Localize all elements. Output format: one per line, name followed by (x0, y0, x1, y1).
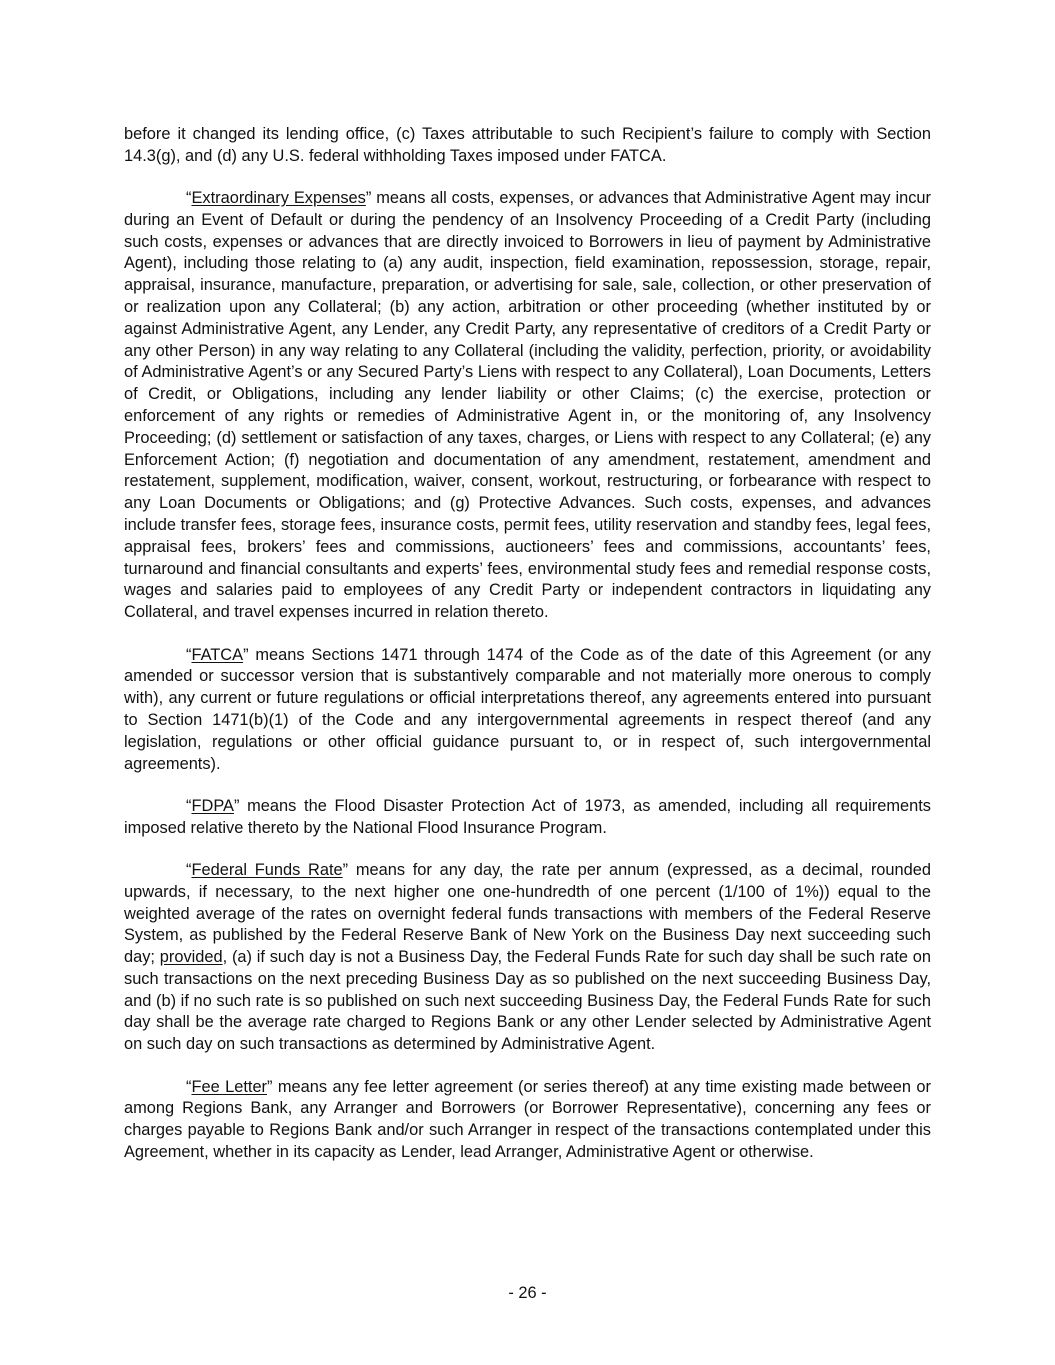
definition-text: ” means any fee letter agreement (or series thereof) at any time existing made between or among Regions Bank, any Arranger and Borrowers (or Borrower Representative), concerning any fees or charges payable to Regions Bank and/or such Arranger in respect of the transactions contemplated under this Agreement, whether in its capacity as Lender, lead Arranger, Administrative Agent or otherwise. (124, 1077, 931, 1161)
page-number: - 26 - (508, 1284, 547, 1302)
definition-fdpa (124, 796, 931, 840)
defined-term: Fee Letter (191, 1077, 268, 1096)
definition-text: ” means all costs, expenses, or advances that Administrative Agent may incur during an Event of Default or during the pendency of an Insolvency Proceeding of a Credit Party (including such costs, expenses or advances that are directly invoiced to Borrowers in lieu of payment by Administrative Agent), including those relating to (a) any audit, inspection, field examination, repossession, storage, repair, appraisal, insurance, manufacture, preparation, or advertising for sale, sale, collection, or other preservation of or realization upon any Collateral; (b) any action, arbitration or other proceeding (whether instituted by or against Administrative Agent, any Lender, any Credit Party, any representative of creditors of a Credit Party or any other Person) in any way relating to any Collateral (including the validity, perfection, priority, or avoidability of Administrative Agent’s or any Secured Party’s Liens with respect to any Collateral), Loan Documents, Letters of Credit, or Obligations, including any lender liability or other Claims; (c) the exercise, protection or enforcement of any rights or remedies of Administrative Agent in, or the monitoring of, any Insolvency Proceeding; (d) settlement or satisfaction of any taxes, charges, or Liens with respect to any Collateral; (e) any Enforcement Action; (f) negotiation and documentation of any amendment, restatement, amendment and restatement, supplement, modification, waiver, consent, workout, restructuring, or forbearance with respect to any Loan Documents or Obligations; and (g) Protective Advances. Such costs, expenses, and advances include transfer fees, storage fees, insurance costs, permit fees, utility reservation and standby fees, legal fees, appraisal fees, brokers’ fees and commissions, auctioneers’ fees and commissions, accountants’ fees, turnaround and financial consultants and experts’ fees, environmental study fees and remedial response costs, wages and salaries paid to employees of any Credit Party or independent contractors in liquidating any Collateral, and travel expenses incurred in relation thereto. (124, 189, 931, 622)
open-quote: “ (186, 645, 192, 664)
definition-text: ” means Sections 1471 through 1474 of the Code as of the date of this Agreement (or any amended or successor version that is substantively comparable and not materially more onerous to comply with), any current or future regulations or official interpretations thereof, any agreements entered into pursuant to Section 1471(b)(1) of the Code and any intergovernmental agreements in respect thereof (and any legislation, regulations or other official guidance pursuant to, or in respect of, such intergovernmental agreements). (124, 645, 931, 773)
paragraph-continuation (124, 124, 931, 168)
definition-fatca (124, 645, 931, 776)
open-quote: “ (186, 860, 192, 879)
defined-term: FATCA (191, 645, 244, 664)
definition-federal-funds-rate (124, 860, 931, 1056)
open-quote: “ (186, 189, 192, 208)
definition-fee-letter (124, 1077, 931, 1164)
definition-text: ” means the Flood Disaster Protection Act of 1973, as amended, including all requirements imposed relative thereto by the National Flood Insurance Program. (124, 796, 931, 837)
defined-term: FDPA (191, 796, 234, 815)
definition-extraordinary-expenses (124, 188, 931, 624)
defined-term: Extraordinary Expenses (191, 189, 366, 208)
document-body (124, 124, 931, 1184)
definition-text: ” means for any day, the rate per annum (expressed, as a decimal, rounded upwards, if necessary, to the next higher one one-hundredth of one percent (1/100 of 1%)) equal to the weighted average of the rates on overnight federal funds transactions with members of the Federal Reserve System, as published by the Federal Reserve Bank of New York on the Business Day next succeeding such day; (124, 860, 931, 967)
open-quote: “ (186, 1077, 192, 1096)
defined-term: Federal Funds Rate (191, 860, 343, 879)
paragraph-text: before it changed its lending office, (c) Taxes attributable to such Recipient’s failure to comply with Section 14.3(g), and (d) any U.S. federal withholding Taxes imposed under FATCA. (124, 125, 931, 165)
definition-text-continued: , (a) if such day is not a Business Day, the Federal Funds Rate for such day shall be such rate on such transactions on the next preceding Business Day as so published on the next succeeding Business Day, and (b) if no such rate is so published on such next succeeding Business Day, the Federal Funds Rate for such day shall be the average rate charged to Regions Bank or any other Lender selected by Administrative Agent on such day on such transactions as determined by Administrative Agent. (124, 948, 931, 1054)
open-quote: “ (186, 796, 192, 815)
provided-term: provided (159, 948, 223, 967)
